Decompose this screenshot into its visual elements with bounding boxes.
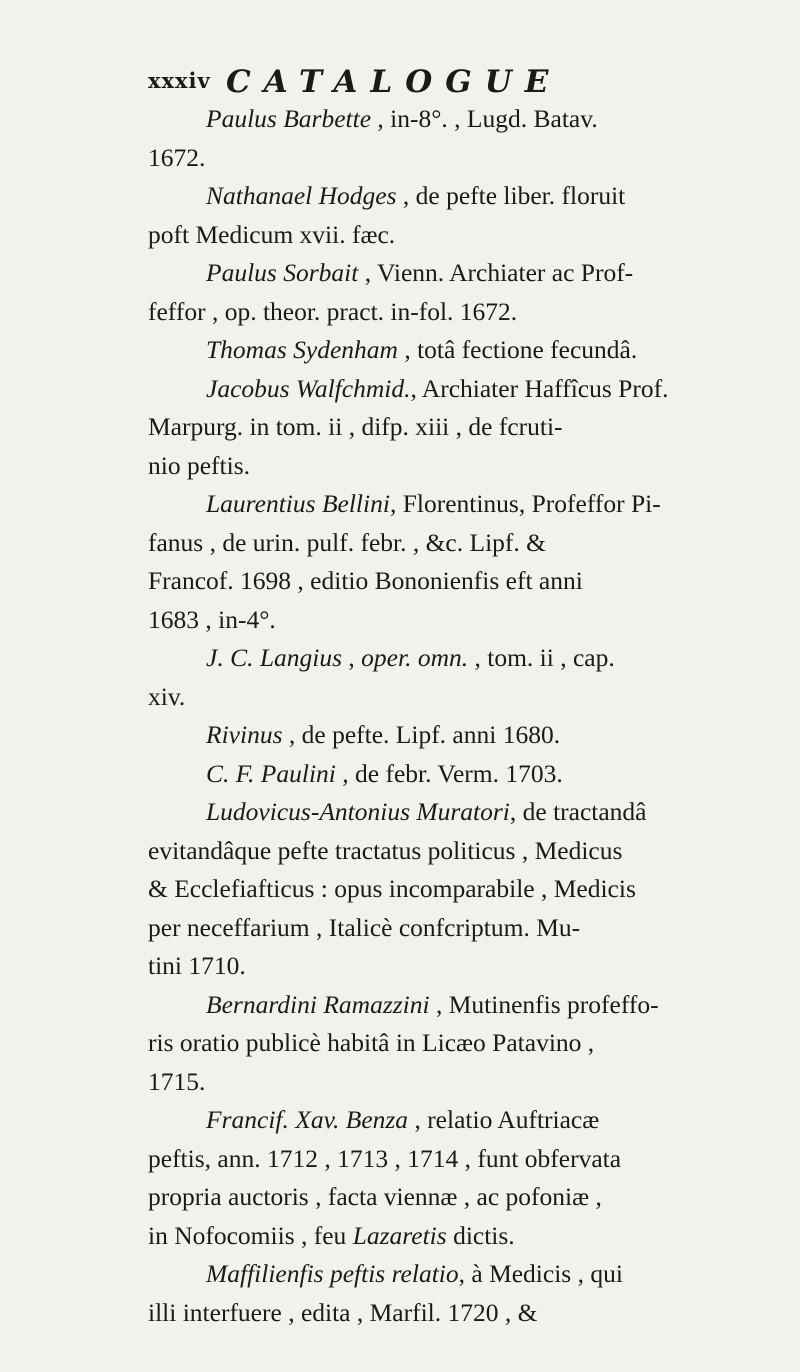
italic-text: Lazaretis xyxy=(352,1220,447,1250)
text-line xyxy=(148,1255,660,1294)
text-run: , Mutinenfis profeffo- xyxy=(429,989,659,1019)
text-run: Marpurg. in tom. ii , difp. xiii , de fcruti- xyxy=(148,412,563,441)
text-run: , de febr. Verm. 1703. xyxy=(335,758,563,788)
italic-text: Francif. Xav. Benza xyxy=(206,1105,409,1134)
text-line xyxy=(148,485,660,524)
text-line xyxy=(148,370,669,409)
text-run: , in-8°. , Lugd. Batav. xyxy=(371,104,598,133)
text-line xyxy=(148,1178,660,1217)
page-number: xxxiv xyxy=(148,68,211,93)
text-line xyxy=(148,1024,660,1063)
text-run: illi interfuere , edita , Marfil. 1720 , & xyxy=(148,1297,538,1327)
text-run: , de pefte. Lipf. anni 1680. xyxy=(282,720,561,749)
text-run: , relatio Auftriacæ xyxy=(408,1105,600,1134)
text-line xyxy=(148,524,660,563)
text-line xyxy=(148,832,660,871)
text-line xyxy=(148,639,660,678)
text-run: evitandâque pefte tractatus politicus , Medicus xyxy=(148,835,623,865)
text-run: per neceffarium , Italicè confcriptum. Mu- xyxy=(148,912,581,942)
italic-text: C. F. Paulini xyxy=(206,758,336,788)
text-run: , xyxy=(342,643,362,672)
text-line xyxy=(148,1140,660,1179)
text-line xyxy=(148,986,660,1025)
text-line xyxy=(148,408,660,447)
text-run: , de pefte liber. floruit xyxy=(396,181,626,210)
italic-text: Thomas Sydenham xyxy=(206,335,398,364)
text-run: fanus , de urin. pulf. febr. , &c. Lipf. & xyxy=(148,527,546,557)
text-line xyxy=(148,1063,660,1102)
text-run: feffor , op. theor. pract. in-fol. 1672. xyxy=(148,296,518,326)
text-line xyxy=(148,601,660,640)
text-run: 1683 , in-4°. xyxy=(148,604,276,634)
text-run: ris oratio publicè habitâ in Licæo Patavino , xyxy=(148,1028,595,1057)
text-run: xiv. xyxy=(148,681,186,711)
text-run: , de tractandâ xyxy=(509,797,647,826)
running-title: CATALOGUE xyxy=(226,64,562,100)
text-line xyxy=(148,254,660,293)
italic-text: Ludovicus-Antonius Muratori xyxy=(206,797,510,826)
text-run: , tom. ii , cap. xyxy=(468,643,615,672)
text-run: , Archiater Haffîcus Prof. xyxy=(410,373,669,403)
italic-text: Nathanael Hodges xyxy=(206,181,397,210)
text-run: Francof. 1698 , editio Bononienfis eft anni xyxy=(148,566,583,595)
text-line xyxy=(148,562,660,601)
italic-text: Bernardini Ramazzini xyxy=(206,989,430,1019)
italic-text: Paulus Barbette xyxy=(206,104,372,133)
italic-text: J. C. Langius xyxy=(206,643,343,672)
text-line xyxy=(148,1101,660,1140)
text-line xyxy=(148,1294,660,1333)
text-line xyxy=(148,909,660,948)
text-line xyxy=(148,1217,660,1256)
text-line xyxy=(148,293,660,332)
text-line xyxy=(148,139,660,178)
italic-text: oper. omn. xyxy=(361,643,469,672)
italic-text: Rivinus xyxy=(206,720,283,749)
text-line xyxy=(148,177,660,216)
text-run: 1715. xyxy=(148,1066,206,1096)
catalogue-text xyxy=(148,100,669,1332)
text-line xyxy=(148,793,660,832)
text-line xyxy=(148,947,660,986)
text-line xyxy=(148,755,660,794)
text-line xyxy=(148,870,660,909)
text-run: 1672. xyxy=(148,142,206,172)
text-run: nio peftis. xyxy=(148,450,250,480)
text-run: poft Medicum xvii. fæc. xyxy=(148,219,396,249)
text-line xyxy=(148,678,660,717)
text-run: , Vienn. Archiater ac Prof- xyxy=(358,258,634,287)
italic-text: Maffilienfis peftis relatio xyxy=(206,1259,459,1288)
text-run: propria auctoris , facta viennæ , ac pofoniæ , xyxy=(148,1182,602,1211)
text-line xyxy=(148,447,660,486)
text-run: , totâ fectione fecundâ. xyxy=(397,335,638,364)
text-run: peftis, ann. 1712 , 1713 , 1714 , funt obfervata xyxy=(148,1143,622,1173)
text-run: & Ecclefiafticus : opus incomparabile , Medicis xyxy=(148,874,636,903)
text-run: dictis. xyxy=(446,1220,515,1250)
text-run: in Nofocomiis , feu xyxy=(148,1220,353,1250)
text-run: , Florentinus, Profeffor Pi- xyxy=(389,489,661,518)
text-line xyxy=(148,216,660,255)
text-line xyxy=(148,331,660,370)
text-line xyxy=(148,716,660,755)
italic-text: Laurentius Bellini xyxy=(206,489,390,518)
italic-text: Paulus Sorbait xyxy=(206,258,359,287)
italic-text: Jacobus Walfchmid. xyxy=(206,373,411,403)
text-run: tini 1710. xyxy=(148,951,246,980)
text-run: , à Medicis , qui xyxy=(458,1259,623,1288)
text-line xyxy=(148,100,660,139)
